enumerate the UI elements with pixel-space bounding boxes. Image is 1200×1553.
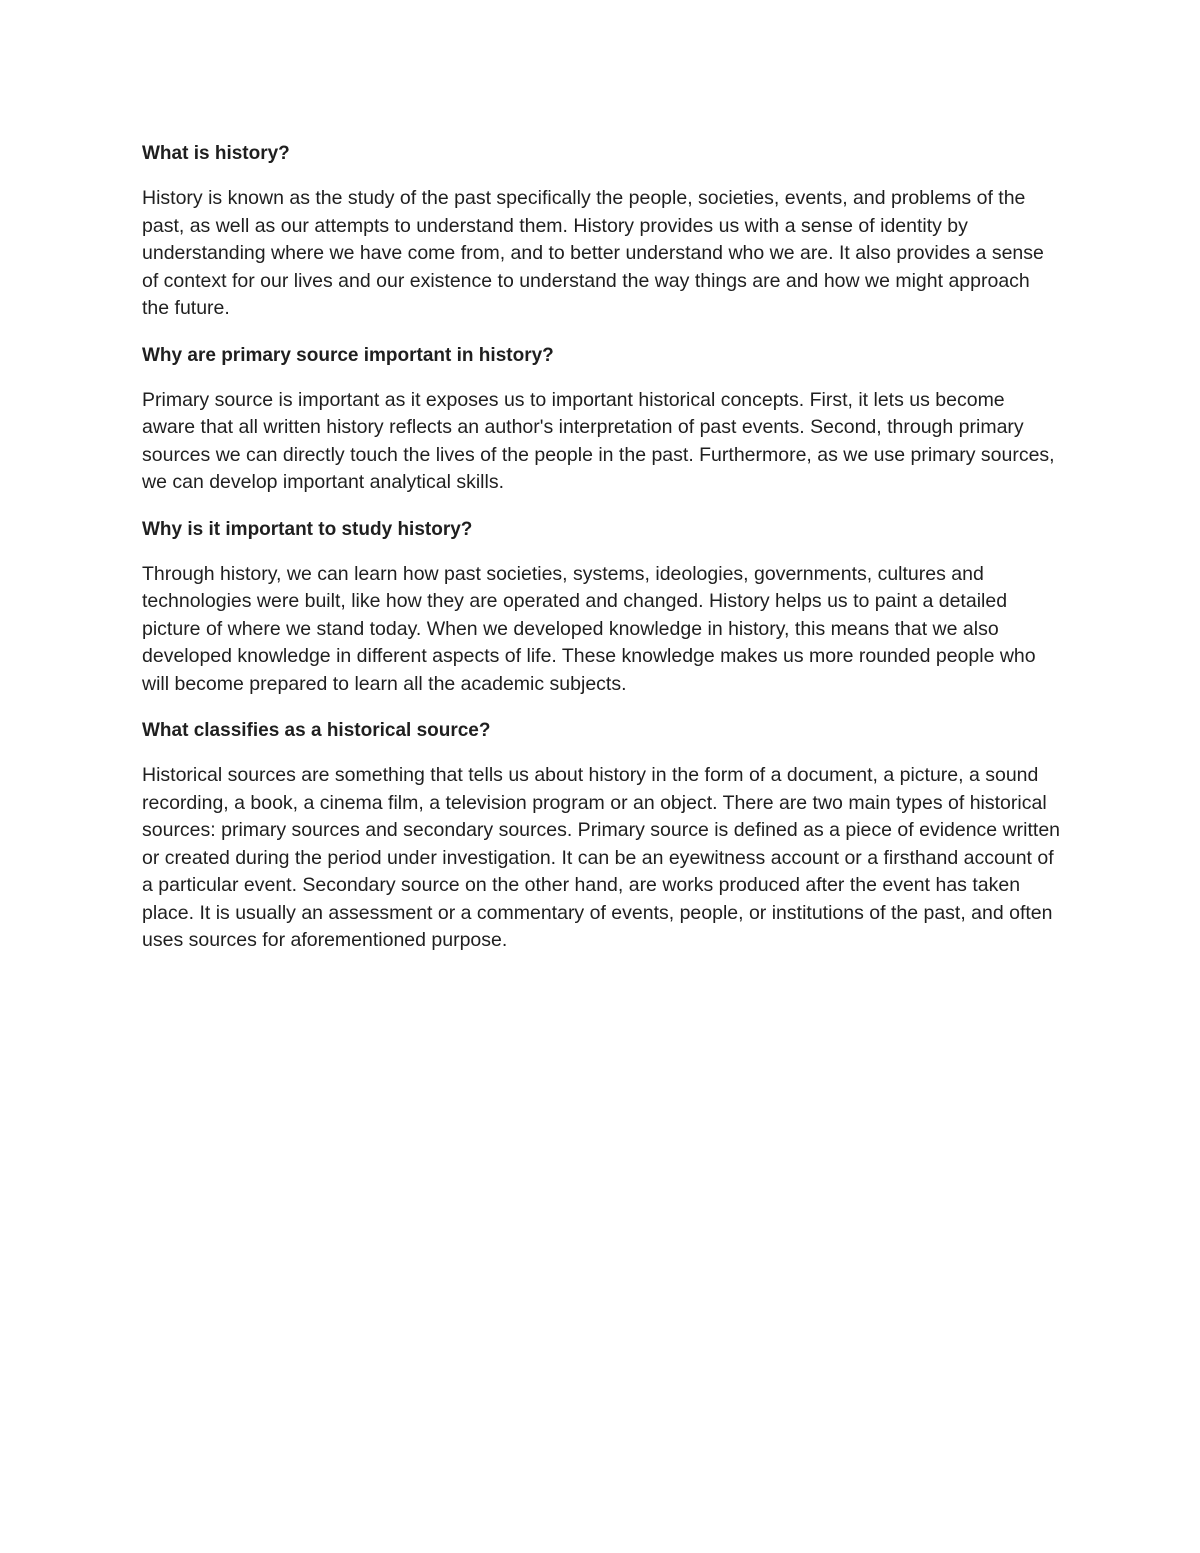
section-why-study-history [142, 516, 1062, 699]
section-heading: What classifies as a historical source? [142, 720, 491, 741]
section-paragraph: History is known as the study of the past specifically the people, societies, events, and problems of the past, as well as our attempts to understand them. History provides us with a sense of identity by understanding where we have come from, and to better understand who we are. It also provides a sense of context for our lives and our existence to understand the way things are and how we might approach the future. [142, 187, 1044, 319]
section-heading: What is history? [142, 143, 290, 164]
section-what-is-history [142, 140, 1062, 323]
section-historical-source [142, 717, 1062, 955]
section-heading: Why are primary source important in history? [142, 344, 554, 366]
section-paragraph: Primary source is important as it exposes us to important historical concepts. First, it lets us become aware that all written history reflects an author's interpretation of past events. Second, through primary sources we can directly touch the lives of the people in the past. Furthermore, as we use primary sources, we can develop important analytical skills. [142, 388, 1055, 493]
section-paragraph: Historical sources are something that tells us about history in the form of a document, a picture, a sound recording, a book, a cinema film, a television program or an object. There are two main types of historical sources: primary sources and secondary sources. Primary source is defined as a piece of evidence written or created during the period under investigation. It can be an eyewitness account or a firsthand account of a particular event. Secondary source on the other hand, are works produced after the event has taken place. It is usually an assessment or a commentary of events, people, or institutions of the past, and often uses sources for aforementioned purpose. [142, 764, 1061, 951]
section-heading: Why is it important to study history? [142, 518, 473, 540]
section-paragraph: Through history, we can learn how past societies, systems, ideologies, governments, cultures and technologies were built, like how they are operated and changed. History helps us to paint a detailed picture of where we stand today. When we developed knowledge in history, this means that we also developed knowledge in different aspects of life. These knowledge makes us more rounded people who will become prepared to learn all the academic subjects. [142, 562, 1036, 695]
section-primary-source-importance [142, 342, 1062, 497]
document-body [142, 140, 1062, 974]
